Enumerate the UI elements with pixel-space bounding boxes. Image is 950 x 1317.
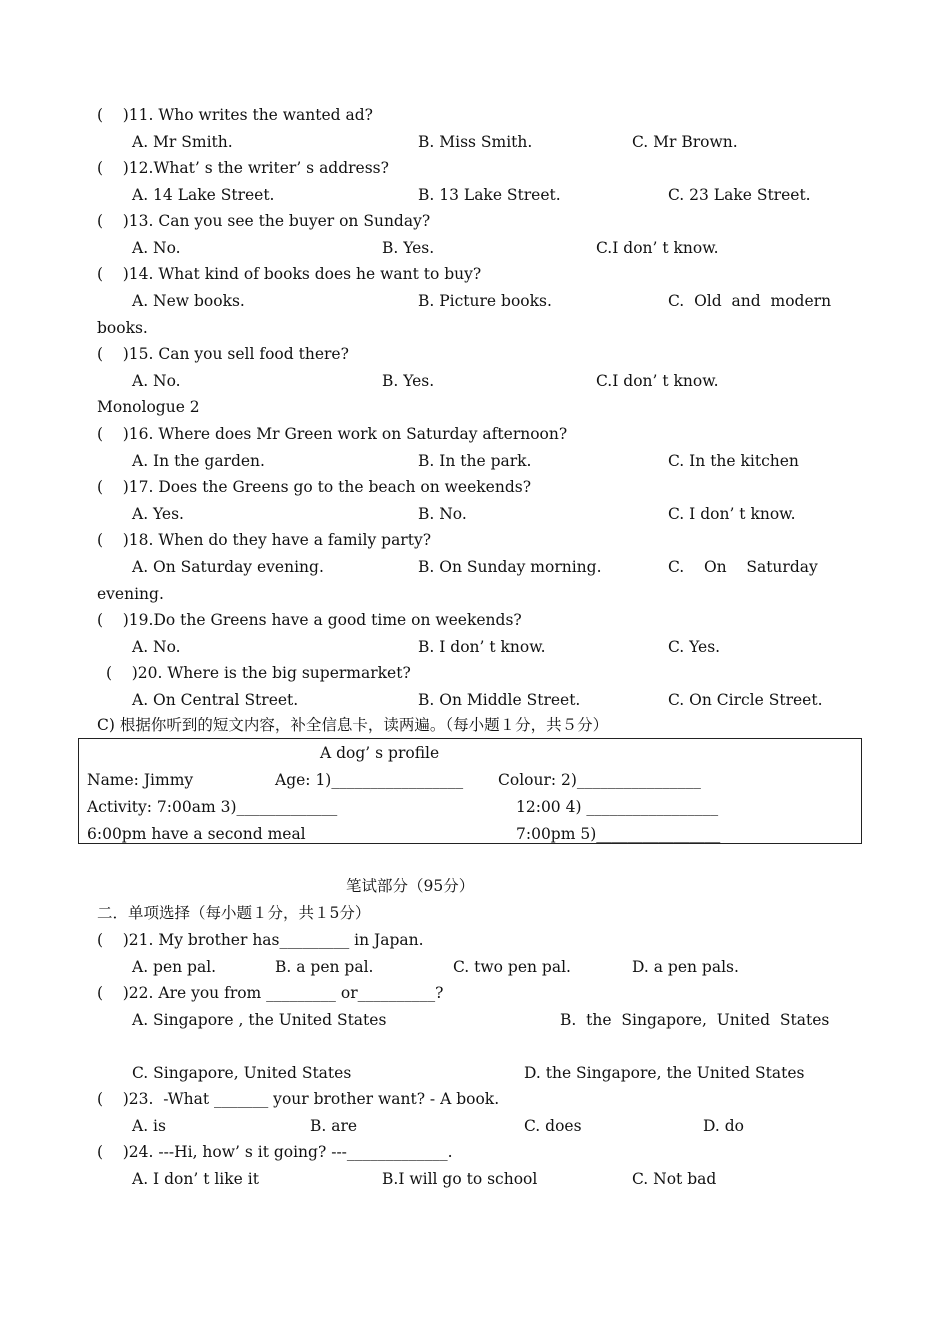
monologue-2-heading: Monologue 2 — [97, 398, 200, 416]
option-22-d: D. the Singapore, the United States — [524, 1064, 805, 1082]
question-17: ( )17. Does the Greens go to the beach on weekends? — [97, 478, 531, 496]
question-18: ( )18. When do they have a family party? — [97, 531, 432, 549]
profile-activity-3: 7:00pm 5)________________ — [516, 825, 721, 843]
option-24-a: A. I don’ t like it — [132, 1170, 259, 1188]
option-19-c: C. Yes. — [668, 638, 721, 656]
profile-activity-1: Activity: 7:00am 3)_____________ — [87, 798, 338, 816]
option-20-b: B. On Middle Street. — [418, 691, 581, 709]
option-23-c: C. does — [524, 1117, 582, 1135]
option-23-b: B. are — [310, 1117, 358, 1135]
option-21-c: C. two pen pal. — [453, 958, 571, 976]
option-17-b: B. No. — [418, 505, 467, 523]
section-2-heading: 二．单项选择（每小题１分，共１5分） — [97, 904, 371, 922]
question-11: ( )11. Who writes the wanted ad? — [97, 106, 373, 124]
option-13-c: C.I don’ t know. — [596, 239, 719, 257]
option-14-a: A. New books. — [132, 292, 245, 310]
question-12: ( )12.What’ s the writer’ s address? — [97, 159, 389, 177]
option-18-a: A. On Saturday evening. — [132, 558, 324, 576]
option-21-b: B. a pen pal. — [275, 958, 374, 976]
option-16-a: A. In the garden. — [132, 452, 265, 470]
option-19-a: A. No. — [132, 638, 181, 656]
option-11-c: C. Mr Brown. — [632, 133, 738, 151]
option-15-c: C.I don’ t know. — [596, 372, 719, 390]
option-21-d: D. a pen pals. — [632, 958, 739, 976]
option-20-c: C. On Circle Street. — [668, 691, 823, 709]
written-part-heading: 笔试部分（95分） — [346, 877, 475, 895]
question-14: ( )14. What kind of books does he want to buy? — [97, 265, 482, 283]
option-23-d: D. do — [703, 1117, 744, 1135]
question-13: ( )13. Can you see the buyer on Sunday? — [97, 212, 431, 230]
question-15: ( )15. Can you sell food there? — [97, 345, 349, 363]
option-18-b: B. On Sunday morning. — [418, 558, 602, 576]
option-20-a: A. On Central Street. — [132, 691, 299, 709]
question-16: ( )16. Where does Mr Green work on Saturday afternoon? — [97, 425, 568, 443]
option-16-b: B. In the park. — [418, 452, 532, 470]
option-21-a: A. pen pal. — [132, 958, 217, 976]
option-16-c: C. In the kitchen — [668, 452, 799, 470]
option-17-a: A. Yes. — [132, 505, 184, 523]
option-22-a: A. Singapore , the United States — [132, 1011, 387, 1029]
profile-name: Name: Jimmy — [87, 771, 194, 789]
option-18-c: C. On Saturday — [668, 558, 818, 576]
profile-activity-2: 12:00 4) _________________ — [516, 798, 719, 816]
question-20: ( )20. Where is the big supermarket? — [106, 664, 411, 682]
option-13-b: B. Yes. — [382, 239, 435, 257]
option-23-a: A. is — [132, 1117, 166, 1135]
option-24-b: B.I will go to school — [382, 1170, 538, 1188]
profile-colour-blank: Colour: 2)________________ — [498, 771, 701, 789]
part-c-instructions: C) 根据你听到的短文内容，补全信息卡，读两遍。（每小题１分，共５分） — [97, 716, 609, 734]
option-19-b: B. I don’ t know. — [418, 638, 546, 656]
profile-title: A dog’ s profile — [320, 744, 440, 762]
option-12-c: C. 23 Lake Street. — [668, 186, 811, 204]
option-22-c: C. Singapore, United States — [132, 1064, 352, 1082]
option-13-a: A. No. — [132, 239, 181, 257]
option-18-c-continued: evening. — [97, 585, 164, 603]
option-12-b: B. 13 Lake Street. — [418, 186, 561, 204]
question-19: ( )19.Do the Greens have a good time on weekends? — [97, 611, 522, 629]
profile-age-blank: Age: 1)_________________ — [275, 771, 464, 789]
option-12-a: A. 14 Lake Street. — [132, 186, 275, 204]
question-24: ( )24. ---Hi, how’ s it going? ---_____________. — [97, 1143, 453, 1161]
option-22-b: B. the Singapore, United States — [560, 1011, 830, 1029]
option-24-c: C. Not bad — [632, 1170, 717, 1188]
question-22: ( )22. Are you from _________ or__________? — [97, 984, 444, 1002]
option-11-a: A. Mr Smith. — [132, 133, 233, 151]
option-14-b: B. Picture books. — [418, 292, 552, 310]
option-15-b: B. Yes. — [382, 372, 435, 390]
question-23: ( )23. -What _______ your brother want? - A book. — [97, 1090, 500, 1108]
option-15-a: A. No. — [132, 372, 181, 390]
option-14-c-continued: books. — [97, 319, 148, 337]
option-11-b: B. Miss Smith. — [418, 133, 533, 151]
option-14-c: C. Old and modern — [668, 292, 832, 310]
question-21: ( )21. My brother has_________ in Japan. — [97, 931, 424, 949]
profile-meal: 6:00pm have a second meal — [87, 825, 306, 843]
option-17-c: C. I don’ t know. — [668, 505, 796, 523]
